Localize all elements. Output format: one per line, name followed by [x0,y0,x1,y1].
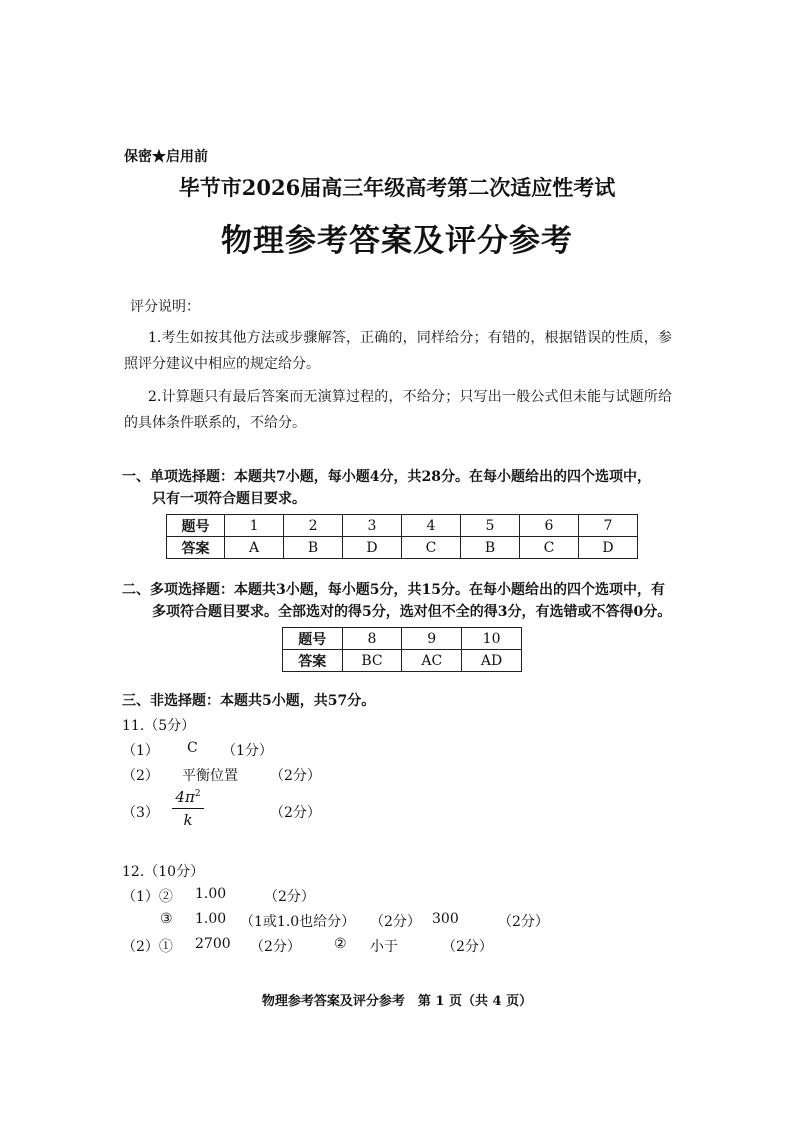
q12-header: 12.（10分） [122,864,205,880]
q12-row1-label: （1）② [122,889,173,905]
table-row [283,650,522,672]
q12-row2-score2: （2分） [498,914,549,930]
question-number: 2 [284,515,343,537]
row-label-answer: 答案 [167,537,225,559]
q11-part2-score: （2分） [270,768,321,784]
q11-part1-label: （1） [122,743,159,759]
answer-cell: A [225,537,284,559]
single-choice-answer-table [166,514,638,559]
q12-row2-label: ③ [160,911,173,927]
answer-cell: B [284,537,343,559]
row-label-question: 题号 [283,628,343,650]
section1-heading-cont: 只有一项符合题目要求。 [152,491,306,507]
scoring-note-2: 2.计算题只有最后答案而无演算过程的，不给分；只写出一般公式但未能与试题所给的具体条件联系的，不给分。 [124,389,672,431]
question-number: 4 [402,515,461,537]
exam-title: 毕节市2026届高三年级高考第二次适应性考试 [178,175,616,200]
row-label-answer: 答案 [283,650,343,672]
fraction-exponent: 2 [194,789,201,799]
q12-row3-answer: 2700 [195,936,231,952]
section2-heading: 二、多项选择题：本题共3小题，每小题5分，共15分。在每小题给出的四个选项中，有 [122,582,665,598]
q12-row1-score: （2分） [264,889,315,905]
multi-choice-answer-table [282,627,522,672]
question-number: 3 [343,515,402,537]
row-label-question: 题号 [167,515,225,537]
q11-part1-answer: C [187,740,198,756]
question-number: 7 [578,515,637,537]
q11-part3-label: （3） [122,805,159,821]
fraction-denominator: k [183,811,193,829]
scoring-note-1: 1.考生如按其他方法或步骤解答，正确的，同样给分；有错的，根据错误的性质，参照评分建议中相应的规定给分。 [124,330,672,372]
q12-row2-score: （2分） [370,914,421,930]
q12-row1-answer: 1.00 [195,886,227,902]
answer-cell: D [578,537,637,559]
scoring-notes-heading: 评分说明： [130,299,200,315]
q11-part3-score: （2分） [270,805,321,821]
question-number: 5 [461,515,520,537]
q12-row2-answer2: 300 [432,911,459,927]
question-number: 10 [462,628,522,650]
table-row [167,537,638,559]
q11-header: 11.（5分） [122,718,196,734]
section1-heading: 一、单项选择题：本题共7小题，每小题4分，共28分。在每小题给出的四个选项中， [122,469,651,485]
q12-row2-answer: 1.00 [195,911,227,927]
table-row [167,515,638,537]
answer-cell: AC [402,650,462,672]
answer-cell: D [343,537,402,559]
q11-part2-label: （2） [122,768,159,784]
page-footer: 物理参考答案及评分参考 第 1 页（共 4 页） [261,994,533,1009]
table-row [283,628,522,650]
question-number: 8 [342,628,402,650]
answer-cell: BC [342,650,402,672]
answer-cell: B [461,537,520,559]
q12-row3-answer2: 小于 [370,939,398,955]
question-number: 1 [225,515,284,537]
question-number: 6 [519,515,578,537]
document-title: 物理参考答案及评分参考 [221,223,573,259]
answer-cell: AD [462,650,522,672]
section2-heading-cont: 多项符合题目要求。全部选对的得5分，选对但不全的得3分，有选错或不答得0分。 [152,604,672,620]
q12-row3-score2: （2分） [442,939,493,955]
q12-row3-label: （2）① [122,939,173,955]
confidential-label: 保密★启用前 [124,149,208,165]
q11-part3-fraction [172,788,204,829]
q12-row3-score: （2分） [250,939,301,955]
question-number: 9 [402,628,462,650]
fraction-numerator: 4π [175,788,195,806]
q11-part1-score: （1分） [222,743,273,759]
answer-cell: C [402,537,461,559]
q12-row3-label2: ② [334,936,347,952]
q11-part2-answer: 平衡位置 [182,768,238,784]
section3-heading: 三、非选择题：本题共5小题，共57分。 [122,693,376,709]
q12-row2-note: （1或1.0也给分） [240,914,356,930]
answer-cell: C [519,537,578,559]
